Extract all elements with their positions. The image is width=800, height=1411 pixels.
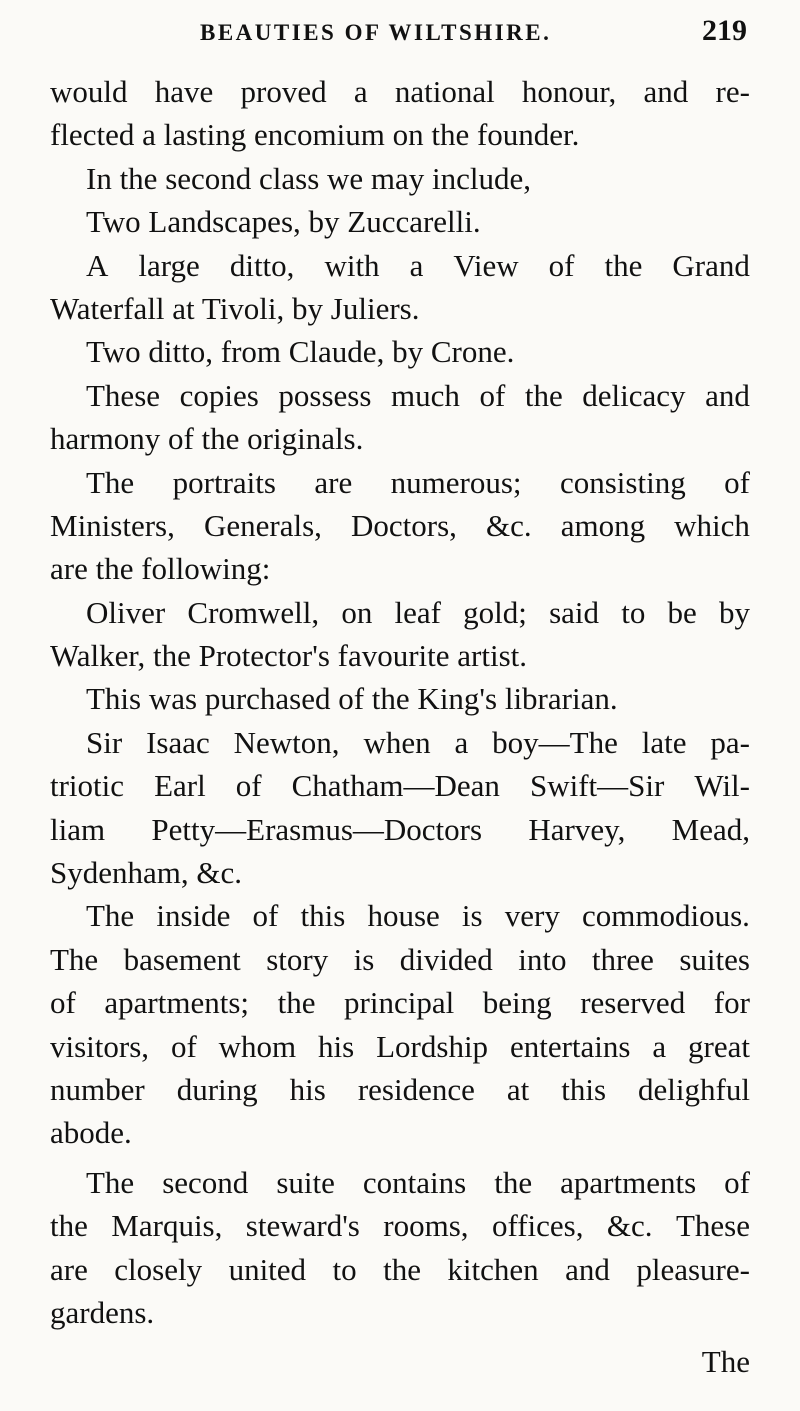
text-line: The inside of this house is very commodious. xyxy=(86,898,750,934)
text-line: flected a lasting encomium on the founder. xyxy=(50,117,580,153)
text-line: Waterfall at Tivoli, by Juliers. xyxy=(50,290,420,326)
text-line: Oliver Cromwell, on leaf gold; said to be by xyxy=(86,594,750,630)
text-line: harmony of the originals. xyxy=(50,421,364,457)
text-line: In the second class we may include, xyxy=(86,160,532,196)
text-line: would have proved a national honour, and re- xyxy=(50,74,750,109)
text-line: A large ditto, with a View of the Grand xyxy=(86,247,750,283)
text-line: are the following: xyxy=(50,551,271,587)
text-line: Sydenham, &c. xyxy=(50,855,242,891)
text-line: are closely united to the kitchen and pleasure- xyxy=(50,1251,750,1287)
text-line: The portraits are numerous; consisting of xyxy=(86,464,750,500)
text-line: number during his residence at this delighful xyxy=(50,1071,750,1107)
running-head xyxy=(50,14,755,54)
body-text xyxy=(50,70,750,1384)
text-line: Ministers, Generals, Doctors, &c. among which xyxy=(50,507,750,543)
text-line: of apartments; the principal being reserved for xyxy=(50,985,750,1021)
text-line: liam Petty—Erasmus—Doctors Harvey, Mead, xyxy=(50,811,750,847)
catchword: The xyxy=(701,1344,750,1380)
text-line: These copies possess much of the delicacy and xyxy=(86,377,750,413)
text-line: gardens. xyxy=(50,1294,155,1330)
text-line: This was purchased of the King's librarian. xyxy=(86,681,618,717)
page-number: 219 xyxy=(702,14,747,47)
text-line: visitors, of whom his Lordship entertains a great xyxy=(50,1028,750,1064)
text-line: abode. xyxy=(50,1115,132,1151)
text-line: Two Landscapes, by Zuccarelli. xyxy=(86,204,481,240)
running-head-title: BEAUTIES OF WILTSHIRE. xyxy=(200,20,552,45)
text-line: The second suite contains the apartments of xyxy=(86,1164,750,1200)
text-line: The basement story is divided into three suites xyxy=(50,941,750,977)
text-line: the Marquis, steward's rooms, offices, &c. These xyxy=(50,1208,750,1244)
text-line: Two ditto, from Claude, by Crone. xyxy=(86,334,515,370)
text-line: Walker, the Protector's favourite artist. xyxy=(50,638,528,674)
text-line: triotic Earl of Chatham—Dean Swift—Sir Wil- xyxy=(50,768,750,804)
text-line: Sir Isaac Newton, when a boy—The late pa- xyxy=(86,724,750,760)
